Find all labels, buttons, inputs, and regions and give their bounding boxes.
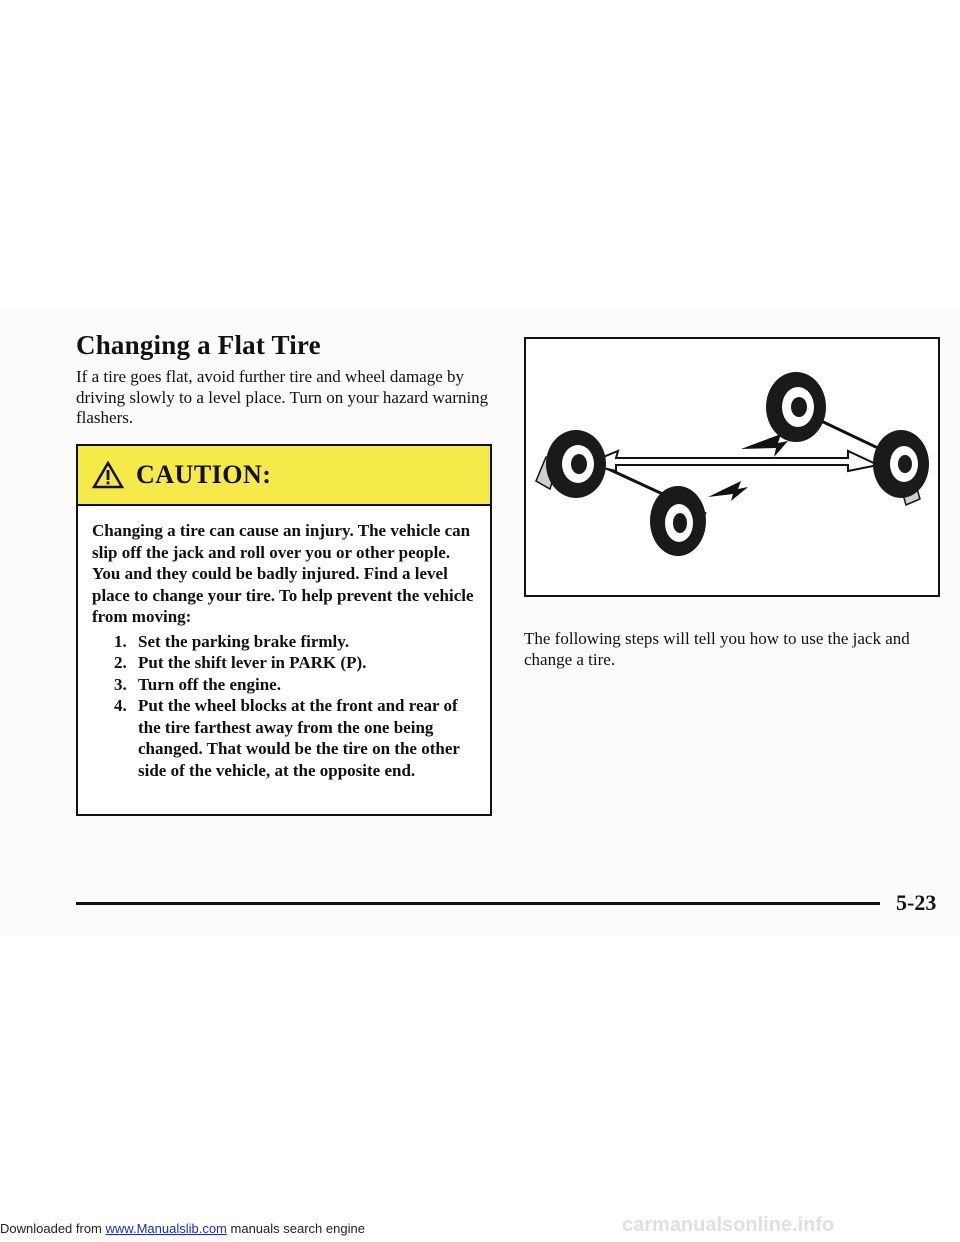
caution-step — [114, 674, 476, 696]
step-text: Put the shift lever in PARK (P). — [138, 653, 367, 672]
warning-triangle-icon — [92, 461, 124, 489]
tire-icon — [546, 430, 606, 498]
step-number: 4. — [114, 696, 127, 715]
wheel-diagram-illustration — [526, 339, 938, 595]
caution-step — [114, 652, 476, 674]
caution-label: CAUTION: — [136, 460, 272, 489]
caution-text: Changing a tire can cause an injury. The vehicle can slip off the jack and roll over you or other people. You and they could be badly injured. Find a level place to change your tire. To help prevent the vehicle from moving: — [92, 521, 474, 626]
intro-paragraph: If a tire goes flat, avoid further tire and wheel damage by driving slowly to a level place. Turn on your hazard warning flashers. — [76, 367, 489, 427]
step-number: 2. — [114, 653, 127, 672]
caution-box — [76, 444, 492, 816]
caution-step — [114, 695, 476, 781]
download-footer — [0, 1221, 365, 1236]
caution-body — [78, 506, 490, 781]
step-text: Put the wheel blocks at the front and rear of the tire farthest away from the one being changed. That would be the tire on the other side of the vehicle, at the opposite end. — [138, 696, 460, 780]
arrow-icon — [708, 481, 748, 501]
step-text: Set the parking brake firmly. — [138, 631, 350, 651]
caution-steps — [92, 631, 476, 782]
caution-header — [78, 446, 490, 506]
wheel-blocking-diagram — [524, 337, 940, 597]
tire-icon — [873, 430, 929, 498]
tire-icon — [766, 372, 826, 442]
page-title: Changing a Flat Tire — [76, 330, 321, 360]
footer-suffix: manuals search engine — [230, 1221, 365, 1236]
step-text: Turn off the engine. — [138, 674, 281, 694]
footer-rule — [76, 902, 880, 905]
tire-icon — [650, 486, 706, 556]
arrow-icon — [741, 434, 788, 457]
double-arrow-icon — [586, 451, 878, 471]
caution-step — [114, 631, 476, 653]
footer-prefix: Downloaded from — [0, 1221, 102, 1236]
manualslib-link[interactable]: www.Manualslib.com — [105, 1221, 227, 1236]
step-number: 3. — [114, 674, 127, 694]
step-number: 1. — [114, 631, 127, 651]
watermark: carmanualsonline.info — [622, 1214, 835, 1236]
page-number: 5-23 — [896, 890, 937, 915]
steps-intro-text: The following steps will tell you how to use the jack and change a tire. — [524, 629, 910, 669]
